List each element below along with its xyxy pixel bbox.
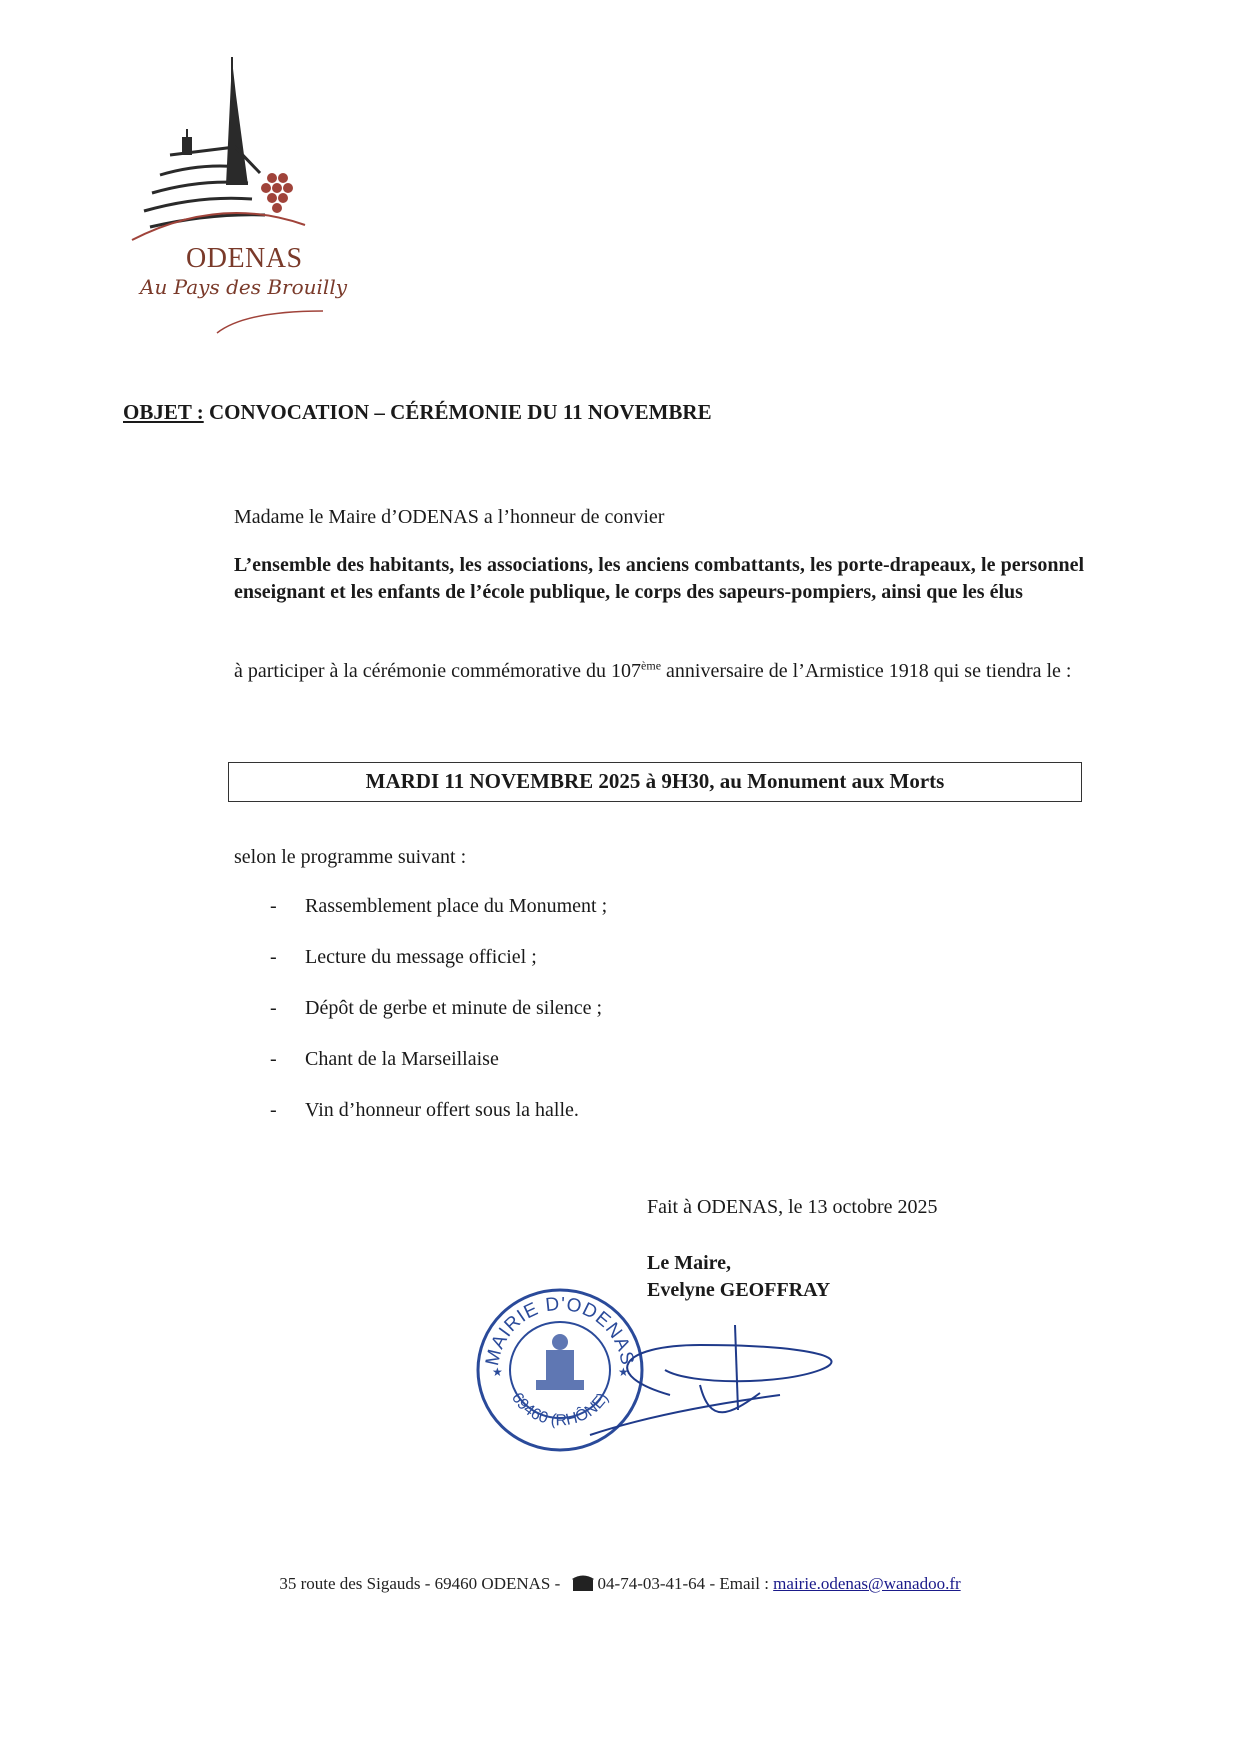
program-item: - Rassemblement place du Monument ;	[270, 893, 607, 944]
subject-text: CONVOCATION – CÉRÉMONIE DU 11 NOVEMBRE	[203, 400, 712, 424]
subject-line	[123, 400, 712, 425]
footer-email-link[interactable]: mairie.odenas@wanadoo.fr	[773, 1574, 961, 1593]
logo-town-name: ODENAS	[186, 243, 303, 274]
program-item: - Vin d’honneur offert sous la halle.	[270, 1097, 607, 1148]
program-item: - Dépôt de gerbe et minute de silence ;	[270, 995, 607, 1046]
signatory-title: Le Maire,	[647, 1252, 732, 1274]
stamp-bottom-text: 69460 (RHÔNE)	[507, 1389, 613, 1430]
telephone-icon	[571, 1572, 595, 1592]
logo-swoosh-icon	[215, 305, 325, 335]
logo-tagline: Au Pays des Brouilly	[140, 275, 348, 299]
subject-label: OBJET :	[123, 400, 204, 424]
odenas-logo	[130, 55, 360, 340]
footer-phone: 04-74-03-41-64	[597, 1574, 706, 1593]
participation-text-start: à participer à la cérémonie commémorative du 107	[234, 660, 642, 682]
stamp-top-text: MAIRIE D'ODENAS	[482, 1293, 638, 1368]
participation-paragraph	[234, 658, 1084, 685]
program-item: - Lecture du message officiel ;	[270, 944, 607, 995]
footer-address: 35 route des Sigauds - 69460 ODENAS -	[279, 1574, 565, 1593]
participation-text-end: anniversaire de l’Armistice 1918 qui se tiendra le :	[661, 660, 1072, 682]
footer-email-label: - Email :	[705, 1574, 774, 1593]
program-intro: selon le programme suivant :	[234, 846, 467, 868]
signatory-name: Evelyne GEOFFRAY	[647, 1279, 831, 1301]
signatory-block	[647, 1250, 830, 1304]
church-vineyard-icon	[130, 55, 360, 255]
program-list	[270, 893, 607, 1148]
event-date-box: MARDI 11 NOVEMBRE 2025 à 9H30, au Monument aux Morts	[228, 762, 1082, 802]
svg-text:★: ★	[618, 1365, 629, 1379]
svg-text:★: ★	[492, 1365, 503, 1379]
intro-paragraph: Madame le Maire d’ODENAS a l’honneur de convier	[234, 506, 665, 528]
place-date-line: Fait à ODENAS, le 13 octobre 2025	[647, 1196, 938, 1218]
attendees-paragraph: L’ensemble des habitants, les associations, les anciens combattants, les porte-drapeaux, le personnel enseignant et les enfants de l’école publique, le corps des sapeurs-pompiers, ainsi que les élus	[234, 554, 1084, 603]
mayor-signature-icon	[560, 1315, 850, 1455]
footer-contact	[0, 1572, 1240, 1594]
program-item: - Chant de la Marseillaise	[270, 1046, 607, 1097]
ordinal-superscript: ème	[641, 658, 662, 673]
